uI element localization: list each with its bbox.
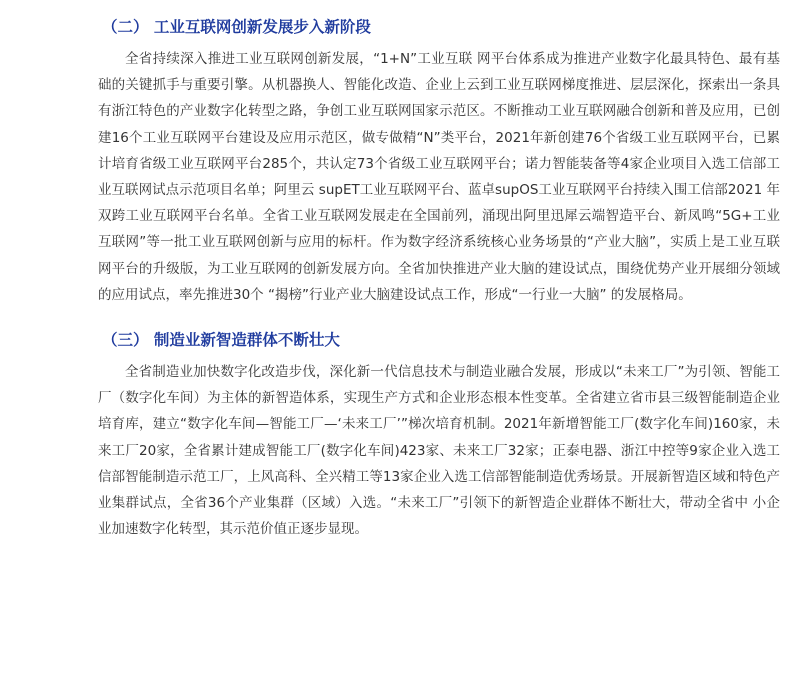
section-heading: （二） 工业互联网创新发展步入新阶段	[102, 18, 371, 36]
section-paragraph: 全省持续深入推进工业互联网创新发展，“1+N”工业互联 网平台体系成为推进产业数字化最具特色、最有基础的关键抓手与重要引擎。从机器换人、智能化改造、企业上云到工业互联网梯度推进、层层深化，探索出一条具有浙江特色的产业数字化转型之路，争创工业互联网国家示范区。不断推动工业互联网融合创新和普及应用，已创建16个工业互联网平台建设及应用示范区，做专做精“N”类平台，2021年新创建76个省级工业互联网平台，已累计培育省级工业互联网平台285个，共认定73个省级工业互联网平台；诺力智能装备等4家企业项目入选工信部工业互联网试点示范项目名单；阿里云 supET工业互联网平台、蓝卓supOS工业互联网平台持续入围工信部2021 年双跨工业互联网平台名单。全省工业互联网发展走在全国前列，涌现出阿里迅犀云端智造平台、新凤鸣“5G+工业互联网”等一批工业互联网创新与应用的标杆。作为数字经济系统核心业务场景的“产业大脑”，实质上是工业互联网平台的升级版，为工业互联网的创新发展方向。全省加快推进产业大脑的建设试点，围绕优势产业开展细分领域的应用试点，率先推进30个 “揭榜”行业产业大脑建设试点工作，形成“一行业一大脑” 的发展格局。	[98, 51, 780, 303]
section-industrial-internet	[98, 15, 780, 308]
section-smart-manufacturing	[98, 328, 780, 542]
section-heading: （三） 制造业新智造群体不断壮大	[102, 331, 340, 350]
section-paragraph: 全省制造业加快数字化改造步伐，深化新一代信息技术与制造业融合发展，形成以“未来工厂”为引领、智能工厂（数字化车间）为主体的新智造体系，实现生产方式和企业形态根本性变革。全省建立省市县三级智能制造企业培育库，建立“数字化车间—智能工厂—‘未来工厂’”梯次培育机制。2021年新增智能工厂(数字化车间)160家，未来工厂20家，全省累计建成智能工厂(数字化车间)423家、未来工厂32家；正泰电器、浙江中控等9家企业入选工信部智能制造示范工厂，上风高科、全兴精工等13家企业入选工信部智能制造优秀场景。开展新智造区域和特色产业集群试点，全省36个产业集群（区域）入选。“未来工厂”引领下的新智造企业群体不断壮大，带动全省中 小企业加速数字化转型，其示范价值正逐步显现。	[98, 364, 780, 538]
